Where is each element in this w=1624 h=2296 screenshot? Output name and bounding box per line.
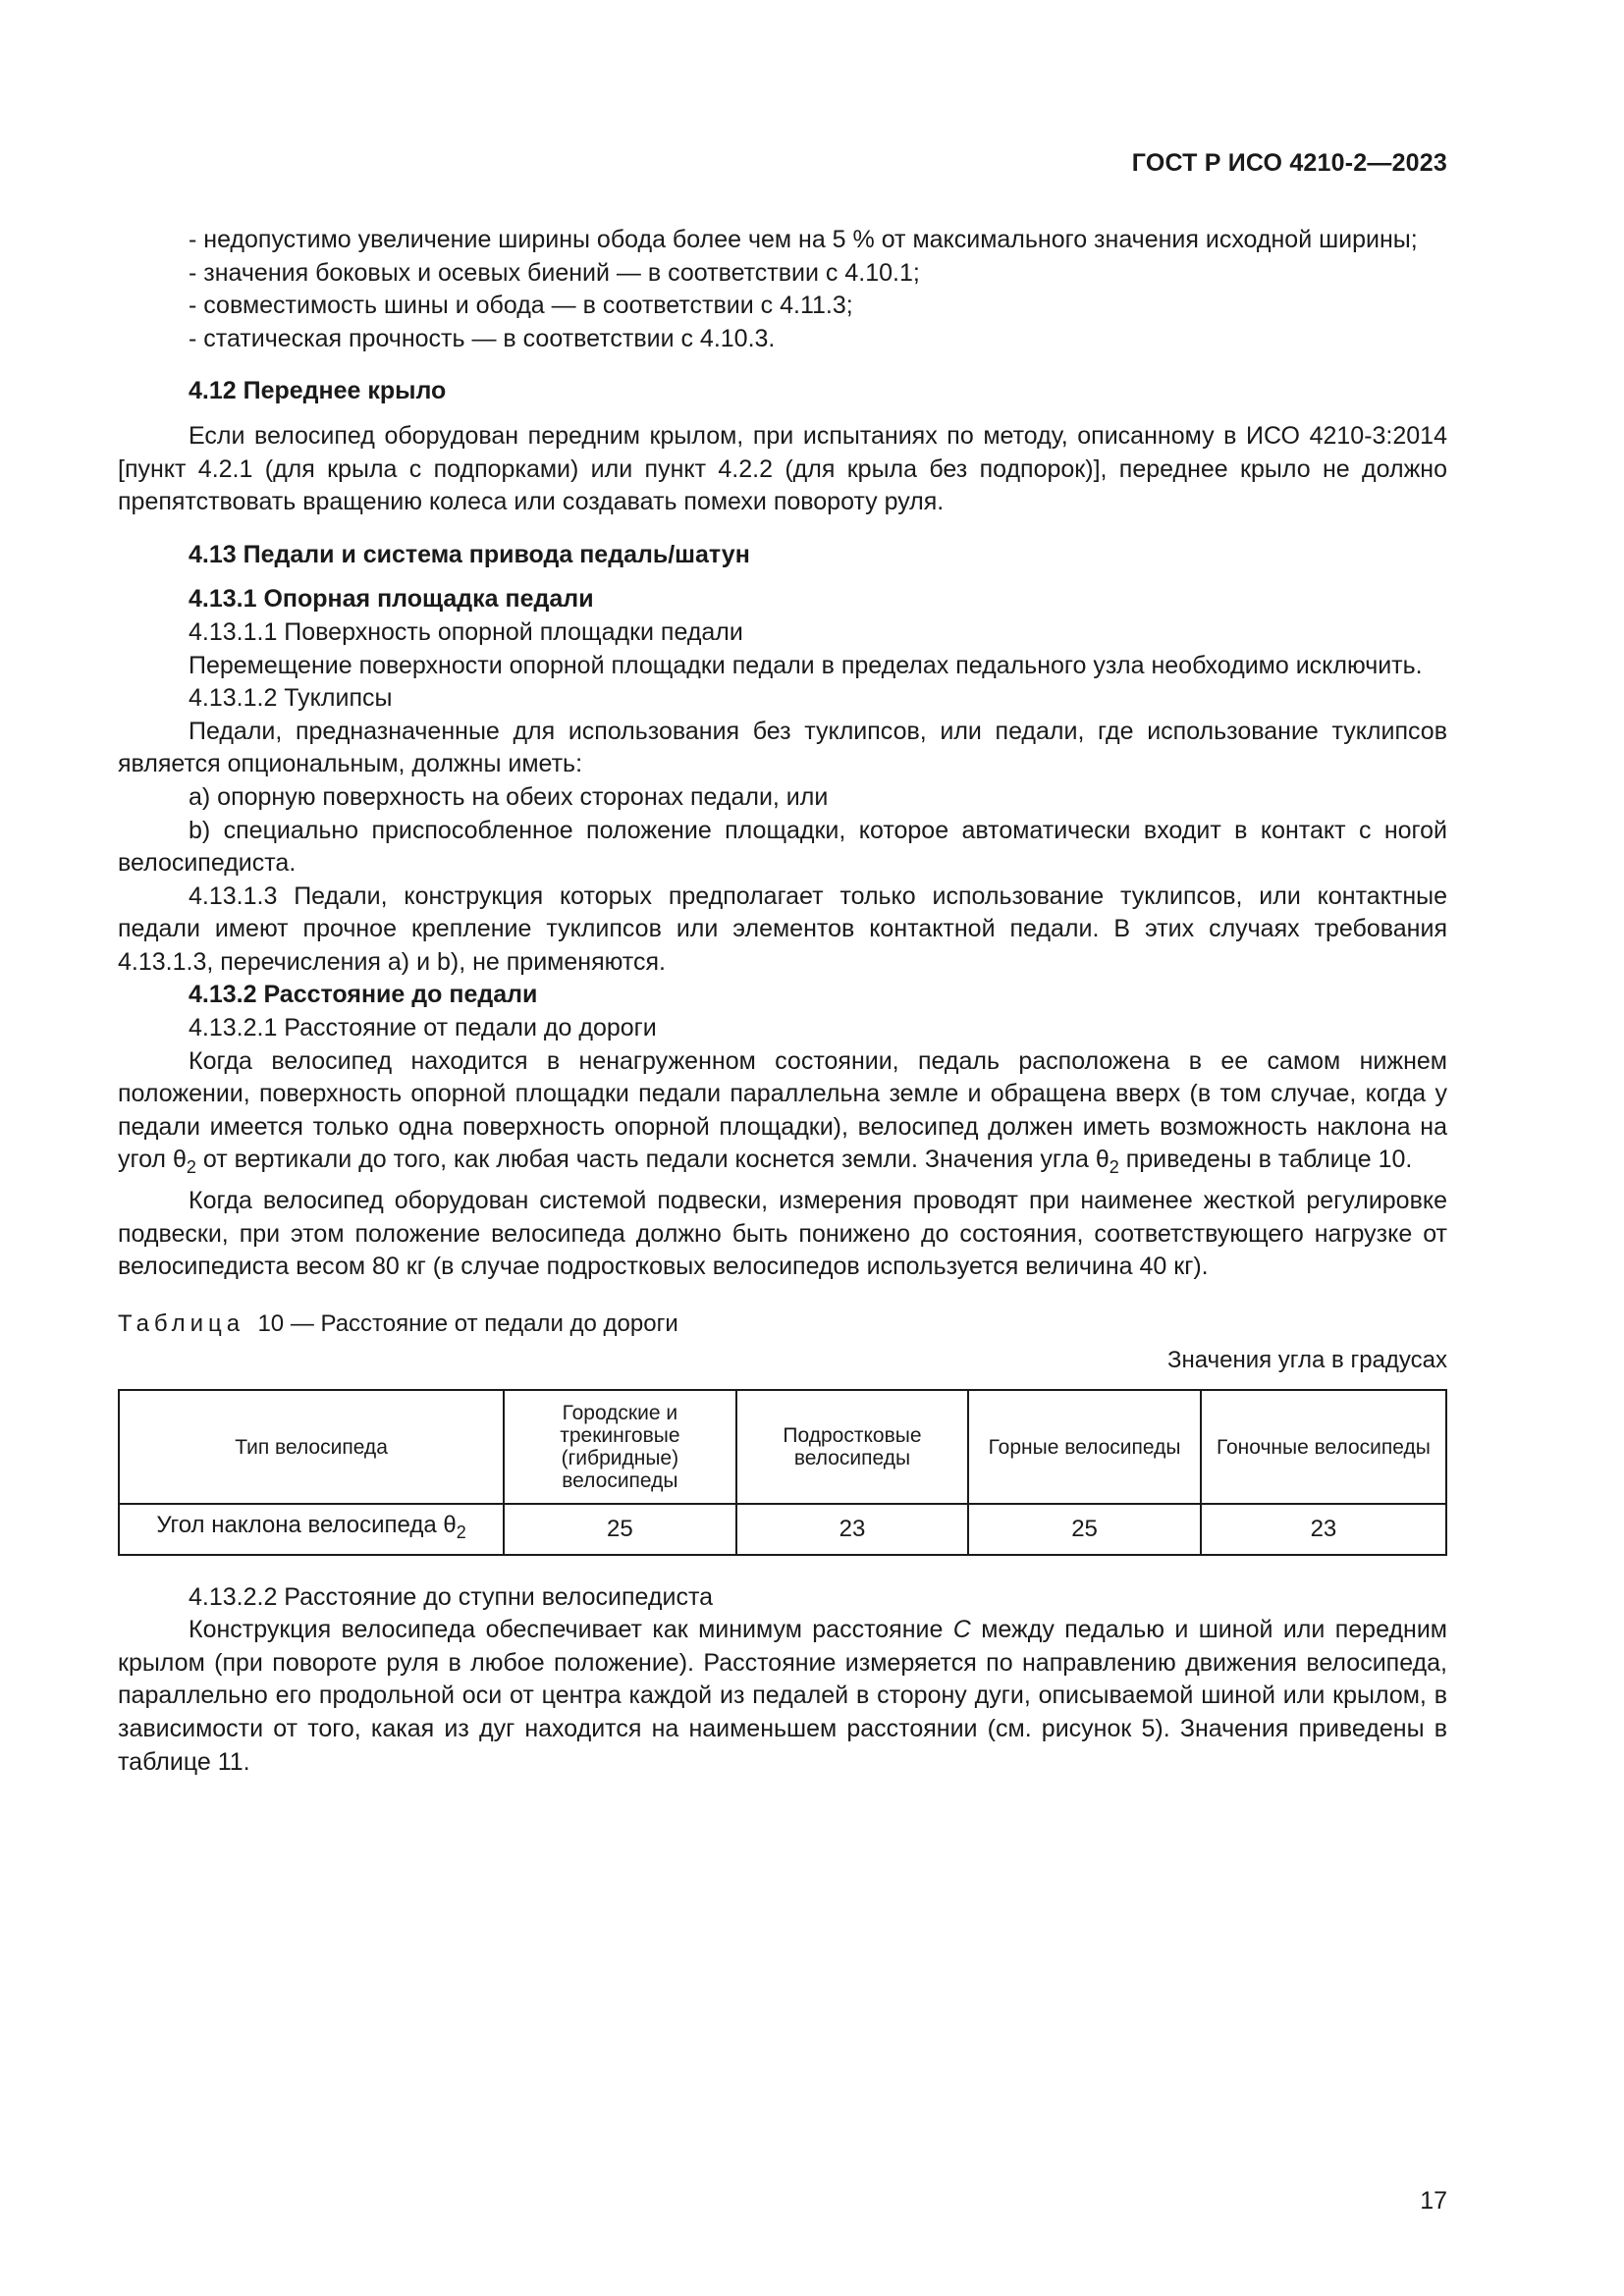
paragraph-suspension: Когда велосипед оборудован системой подвески, измерения проводят при наименее жесткой регулировке подвески, при этом положение велосипеда должно быть понижено до состояния, соответствующего нагрузке от велосипедиста весом 80 кг (в случае подростковых велосипедов используется величина 40 кг). [118, 1187, 1447, 1281]
list-item-b: b) специально приспособленное положение площадки, которое автоматически входит в контакт с ногой велосипедиста. [118, 816, 1447, 878]
subscript: 2 [1109, 1157, 1119, 1178]
symbol-c: C [952, 1616, 971, 1644]
document-body [118, 224, 1447, 1779]
table-row-label [119, 1504, 504, 1555]
document-header: ГОСТ Р ИСО 4210-2—2023 [1131, 149, 1447, 177]
table-header-cell: Тип велосипеда [119, 1390, 504, 1504]
table-header-cell: Подростковые велосипеды [736, 1390, 969, 1504]
subscript: 2 [456, 1522, 466, 1542]
table-caption [118, 1308, 1447, 1341]
list-item-a: a) опорную поверхность на обеих сторонах педали, или [189, 782, 829, 811]
paragraph-toe-clips: Педали, предназначенные для использования без туклипсов, или педали, где использование туклипсов является опциональным, должны иметь: [118, 717, 1447, 778]
clause-4-13-2-2: 4.13.2.2 Расстояние до ступни велосипедиста [189, 1582, 714, 1611]
section-heading-4-12: 4.12 Переднее крыло [189, 377, 447, 405]
section-heading-4-13-2: 4.13.2 Расстояние до педали [189, 981, 538, 1009]
row-label-text: Угол наклона велосипеда θ [156, 1512, 457, 1538]
paragraph-foot-clearance [118, 1614, 1447, 1779]
table-caption-word: Таблица [118, 1309, 245, 1337]
section-heading-4-13-1: 4.13.1 Опорная площадка педали [189, 585, 594, 614]
table-header-cell: Гоночные велосипеды [1201, 1390, 1446, 1504]
table-10 [118, 1389, 1447, 1556]
paragraph-front-mudguard: Если велосипед оборудован передним крылом, при испытаниях по методу, описанному в ИСО 4210-3:2014 [пункт 4.2.1 (для крыла с подпорками) или пункт 4.2.2 (для крыла без подпорок)], переднее крыло не должно препятствовать вращению колеса или создавать помехи повороту руля. [118, 421, 1447, 516]
table-header-cell: Городские и трекинговые (гибридные) велосипеды [504, 1390, 736, 1504]
paragraph-pedal-ground-clearance [118, 1045, 1447, 1185]
paragraph-pedal-surface: Перемещение поверхности опорной площадки педали в пределах педального узла необходимо исключить. [189, 651, 1423, 679]
text-run: между педалью и шиной или передним крылом (при повороте руля в любое положение). Расстояние измеряется по направлению движения велосипеда, параллельно его продольной оси от центра каждой из педалей в сторону дуги, описываемой шиной или крылом, в зависимости от того, какая из дуг находится на наименьшем расстоянии (см. рисунок 5). Значения приведены в таблице 11. [118, 1616, 1447, 1776]
section-heading-4-13: 4.13 Педали и система привода педаль/шатун [189, 540, 750, 568]
table-cell: 25 [504, 1504, 736, 1555]
table-header-cell: Горные велосипеды [968, 1390, 1201, 1504]
list-item-runout: - значения боковых и осевых биений — в соответствии с 4.10.1; [189, 258, 920, 287]
text-run: Когда велосипед находится в ненагруженном состоянии, педаль расположена в ее самом нижнем положении, поверхность опорной площадки педали параллельна земле и обращена вверх (в том случае, когда у педали имеется только одна поверхность опорной площадки), велосипед должен иметь возможность наклона на угол θ [118, 1046, 1447, 1174]
list-item-tire-rim: - совместимость шины и обода — в соответствии с 4.11.3; [189, 292, 853, 320]
clause-4-13-1-1: 4.13.1.1 Поверхность опорной площадки педали [189, 617, 743, 646]
clause-4-13-2-1: 4.13.2.1 Расстояние от педали до дороги [189, 1014, 657, 1042]
clause-4-13-1-2: 4.13.1.2 Туклипсы [189, 684, 393, 713]
table-header-row [119, 1390, 1446, 1504]
list-item-static-strength: - статическая прочность — в соответствии с 4.10.3. [189, 324, 776, 352]
list-item-rim-width: - недопустимо увеличение ширины обода более чем на 5 % от максимального значения исходной ширины; [189, 226, 1418, 253]
table-cell: 23 [1201, 1504, 1446, 1555]
page-number: 17 [1420, 2187, 1447, 2215]
subscript: 2 [186, 1157, 196, 1178]
text-run: от вертикали до того, как любая часть педали коснется земли. Значения угла θ [195, 1146, 1110, 1174]
table-cell: 25 [968, 1504, 1201, 1555]
text-run: приведены в таблице 10. [1118, 1146, 1413, 1174]
clause-4-13-1-3: 4.13.1.3 Педали, конструкция которых предполагает только использование туклипсов, или контактные педали имеют прочное крепление туклипсов или элементов контактной педали. В этих случаях требования 4.13.1.3, перечисления a) и b), не применяются. [118, 881, 1447, 976]
table-cell: 23 [736, 1504, 969, 1555]
table-units: Значения угла в градусах [1167, 1347, 1447, 1374]
text-run: Конструкция велосипеда обеспечивает как минимум расстояние [189, 1616, 953, 1644]
table-row [119, 1504, 1446, 1555]
table-caption-title: 10 — Расстояние от педали до дороги [257, 1309, 678, 1337]
